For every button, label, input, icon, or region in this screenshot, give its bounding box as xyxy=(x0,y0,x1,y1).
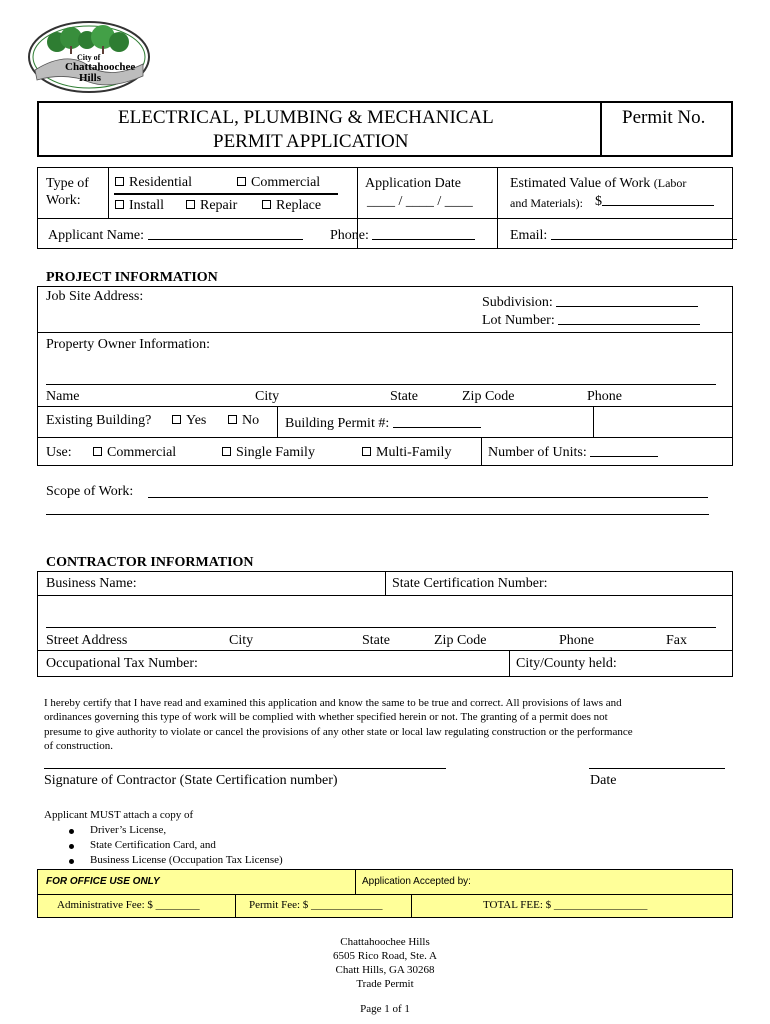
use-single-family-checkbox[interactable] xyxy=(222,447,231,456)
building-permit-field[interactable] xyxy=(285,415,481,432)
bullet-icon xyxy=(69,829,74,834)
contractor-state-caption: State xyxy=(362,633,390,648)
contractor-phone-caption: Phone xyxy=(559,633,594,648)
residential-option[interactable] xyxy=(115,175,192,191)
administrative-fee-field[interactable]: Administrative Fee: $ ________ xyxy=(57,899,200,911)
use-commercial-checkbox[interactable] xyxy=(93,447,102,456)
application-date-field[interactable]: ____ / ____ / ____ xyxy=(367,194,473,209)
logo-text-1: City of xyxy=(77,53,101,62)
divider xyxy=(37,332,733,333)
estimated-value-label xyxy=(510,176,686,192)
commercial-checkbox[interactable] xyxy=(237,177,246,186)
bullet-icon xyxy=(69,859,74,864)
applicant-name-field[interactable] xyxy=(48,227,303,244)
replace-checkbox[interactable] xyxy=(262,200,271,209)
owner-name-caption: Name xyxy=(46,389,80,404)
divider xyxy=(385,571,386,595)
existing-no-option[interactable] xyxy=(228,413,259,429)
signature-line[interactable] xyxy=(44,768,446,769)
phone-label: Phone: xyxy=(330,228,369,243)
bullet-icon xyxy=(69,844,74,849)
lot-number-label: Lot Number: xyxy=(482,313,555,328)
residential-checkbox[interactable] xyxy=(115,177,124,186)
job-site-address-label: Job Site Address: xyxy=(46,289,144,304)
date-caption: Date xyxy=(590,773,617,788)
install-checkbox[interactable] xyxy=(115,200,124,209)
estimated-value-field[interactable] xyxy=(595,193,714,210)
divider xyxy=(37,894,733,895)
date-line[interactable] xyxy=(589,768,725,769)
owner-state-caption: State xyxy=(390,389,418,404)
phone-blank[interactable] xyxy=(372,227,475,240)
divider xyxy=(37,406,733,407)
existing-building-label: Existing Building? xyxy=(46,413,152,428)
certification-text-4: of construction. xyxy=(44,740,114,752)
attach-item: Driver’s License, xyxy=(90,824,167,836)
divider xyxy=(114,193,338,195)
divider xyxy=(497,167,498,249)
form-title-line2: PERMIT APPLICATION xyxy=(213,131,409,152)
divider xyxy=(411,894,412,918)
certification-text-3: presume to give authority to violate or cancel the provisions of any other state or local law regulating construction or the performance xyxy=(44,726,633,738)
units-blank[interactable] xyxy=(590,444,658,457)
subdivision-field[interactable] xyxy=(482,294,698,311)
lot-number-field[interactable] xyxy=(482,312,700,329)
estimated-value-text: Estimated Value of Work xyxy=(510,176,651,191)
applicant-name-label: Applicant Name: xyxy=(48,228,145,243)
use-label: Use: xyxy=(46,445,72,460)
logo-text-3: Hills xyxy=(79,72,102,84)
units-field[interactable] xyxy=(488,444,658,461)
replace-option[interactable] xyxy=(262,198,321,214)
existing-no-checkbox[interactable] xyxy=(228,415,237,424)
contractor-info-heading: CONTRACTOR INFORMATION xyxy=(46,555,254,570)
use-multi-family-label: Multi-Family xyxy=(376,445,452,460)
divider xyxy=(37,437,733,438)
permit-number-label: Permit No. xyxy=(622,107,706,128)
subdivision-blank[interactable] xyxy=(556,294,698,307)
footer-line-3: Chatt Hills, GA 30268 xyxy=(335,964,435,976)
contractor-zip-caption: Zip Code xyxy=(434,633,487,648)
email-field[interactable] xyxy=(510,227,737,244)
repair-label: Repair xyxy=(200,198,238,213)
commercial-option[interactable] xyxy=(237,175,320,191)
use-multi-family-checkbox[interactable] xyxy=(362,447,371,456)
divider xyxy=(37,595,733,596)
divider xyxy=(277,406,278,437)
email-label: Email: xyxy=(510,228,548,243)
title-divider xyxy=(600,101,602,157)
owner-city-caption: City xyxy=(255,389,280,404)
install-label: Install xyxy=(129,198,164,213)
divider xyxy=(108,167,109,218)
use-commercial-option[interactable] xyxy=(93,445,176,461)
applicant-name-blank[interactable] xyxy=(148,227,303,240)
use-single-family-option[interactable] xyxy=(222,445,315,461)
building-permit-blank[interactable] xyxy=(393,415,481,428)
repair-option[interactable] xyxy=(186,198,237,214)
state-certification-label: State Certification Number: xyxy=(392,576,548,591)
email-blank[interactable] xyxy=(551,227,737,240)
property-owner-label: Property Owner Information: xyxy=(46,337,211,352)
residential-label: Residential xyxy=(129,175,192,190)
footer-line-4: Trade Permit xyxy=(356,978,414,990)
total-fee-field[interactable]: TOTAL FEE: $ _________________ xyxy=(483,899,648,911)
use-single-family-label: Single Family xyxy=(236,445,315,460)
scope-line-2[interactable] xyxy=(46,514,709,515)
existing-no-label: No xyxy=(242,413,260,428)
lot-number-blank[interactable] xyxy=(558,312,700,325)
attach-item: Business License (Occupation Tax License) xyxy=(90,854,283,866)
type-of-work-label: Type of xyxy=(46,176,89,191)
project-info-heading: PROJECT INFORMATION xyxy=(46,270,218,285)
page-number: Page 1 of 1 xyxy=(360,1003,410,1015)
units-label: Number of Units: xyxy=(488,445,587,460)
application-accepted-label: Application Accepted by: xyxy=(362,876,471,887)
existing-yes-checkbox[interactable] xyxy=(172,415,181,424)
certification-text-2: ordinances governing this type of work will be complied with whether specified herein or not. The granting of a permit does not xyxy=(44,711,608,723)
office-use-label: FOR OFFICE USE ONLY xyxy=(46,876,160,887)
footer-line-1: Chattahoochee Hills xyxy=(340,936,430,948)
estimated-value-paren: (Labor xyxy=(653,176,687,190)
attach-intro: Applicant MUST attach a copy of xyxy=(44,809,194,821)
building-permit-label: Building Permit #: xyxy=(285,416,390,431)
divider xyxy=(37,650,733,651)
divider xyxy=(509,650,510,677)
logo-text-2: Chattahoochee xyxy=(65,61,136,73)
install-option[interactable] xyxy=(115,198,164,214)
street-address-caption: Street Address xyxy=(46,633,128,648)
city-county-held-label: City/County held: xyxy=(516,656,617,671)
divider xyxy=(235,894,236,918)
estimated-value-sub-label: and Materials): xyxy=(510,196,583,210)
replace-label: Replace xyxy=(276,198,322,213)
existing-yes-label: Yes xyxy=(186,413,207,428)
phone-field[interactable] xyxy=(330,227,475,244)
scope-of-work-label: Scope of Work: xyxy=(46,484,134,499)
contractor-city-caption: City xyxy=(229,633,254,648)
contractor-address-line[interactable] xyxy=(46,627,716,628)
divider xyxy=(593,406,594,437)
city-logo xyxy=(27,20,151,94)
property-owner-line[interactable] xyxy=(46,384,716,385)
owner-phone-caption: Phone xyxy=(587,389,622,404)
subdivision-label: Subdivision: xyxy=(482,295,553,310)
estimated-value-blank[interactable] xyxy=(602,193,714,206)
application-date-label: Application Date xyxy=(365,176,462,191)
use-commercial-label: Commercial xyxy=(107,445,177,460)
owner-zip-caption: Zip Code xyxy=(462,389,515,404)
business-name-label: Business Name: xyxy=(46,576,137,591)
permit-fee-field[interactable]: Permit Fee: $ _____________ xyxy=(249,899,383,911)
repair-checkbox[interactable] xyxy=(186,200,195,209)
existing-yes-option[interactable] xyxy=(172,413,206,429)
divider xyxy=(481,437,482,466)
form-title-line1: ELECTRICAL, PLUMBING & MECHANICAL xyxy=(118,107,494,128)
use-multi-family-option[interactable] xyxy=(362,445,451,461)
attach-item: State Certification Card, and xyxy=(90,839,216,851)
occupational-tax-label: Occupational Tax Number: xyxy=(46,656,198,671)
certification-text-1: I hereby certify that I have read and examined this application and know the same to be true and correct. All provisions of laws and xyxy=(44,697,622,709)
contractor-fax-caption: Fax xyxy=(666,633,687,648)
scope-line-1[interactable] xyxy=(148,497,708,498)
signature-caption: Signature of Contractor (State Certification number) xyxy=(44,773,338,788)
footer-line-2: 6505 Rico Road, Ste. A xyxy=(333,950,437,962)
commercial-label: Commercial xyxy=(251,175,321,190)
type-of-work-label-2: Work: xyxy=(46,193,81,208)
divider xyxy=(37,218,733,219)
divider xyxy=(355,869,356,894)
footer-address xyxy=(285,935,485,991)
dollar-sign: $ xyxy=(595,194,602,209)
